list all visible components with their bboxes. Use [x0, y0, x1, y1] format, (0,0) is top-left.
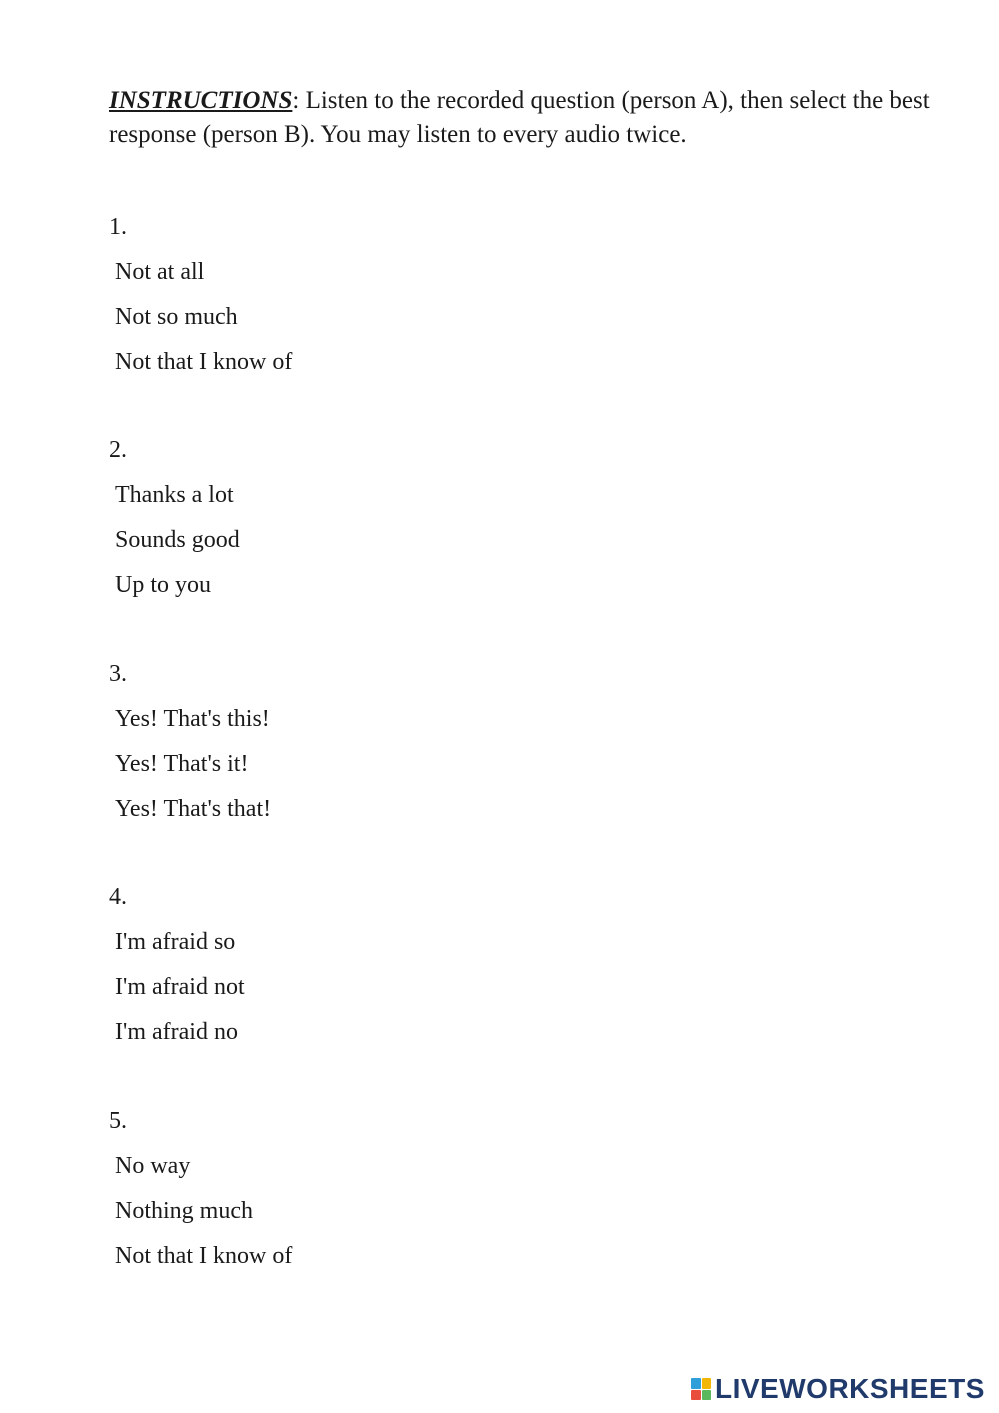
- question-number: 5.: [109, 1108, 127, 1134]
- answer-option[interactable]: I'm afraid so: [115, 929, 236, 955]
- answer-option[interactable]: Yes! That's this!: [115, 706, 270, 732]
- question-4: [109, 882, 709, 1062]
- logo-text: LIVEWORKSHEETS: [715, 1373, 985, 1404]
- question-1: [109, 212, 709, 392]
- answer-option[interactable]: Not at all: [115, 259, 205, 285]
- answer-option[interactable]: Not so much: [115, 304, 238, 330]
- answer-option[interactable]: Thanks a lot: [115, 482, 234, 508]
- question-3: [109, 659, 709, 839]
- answer-option[interactable]: Not that I know of: [115, 349, 293, 375]
- question-number: 2.: [109, 437, 127, 463]
- instructions-text: : Listen to the recorded question (person A), then select the best response (person B). You may listen to every audio twice.: [109, 87, 930, 148]
- instructions: [109, 84, 959, 152]
- answer-option[interactable]: Yes! That's that!: [115, 796, 272, 822]
- answer-option[interactable]: I'm afraid not: [115, 974, 245, 1000]
- question-5: [109, 1106, 709, 1286]
- answer-option[interactable]: Sounds good: [115, 527, 240, 553]
- question-number: 3.: [109, 661, 127, 687]
- answer-option[interactable]: I'm afraid no: [115, 1019, 238, 1045]
- logo-icon: [691, 1378, 711, 1400]
- question-2: [109, 435, 709, 615]
- liveworksheets-logo: [691, 1373, 985, 1405]
- answer-option[interactable]: Yes! That's it!: [115, 751, 249, 777]
- question-number: 4.: [109, 884, 127, 910]
- answer-option[interactable]: No way: [115, 1153, 191, 1179]
- answer-option[interactable]: Not that I know of: [115, 1243, 293, 1269]
- answer-option[interactable]: Up to you: [115, 572, 211, 598]
- answer-option[interactable]: Nothing much: [115, 1198, 253, 1224]
- instructions-label: INSTRUCTIONS: [109, 87, 293, 114]
- question-number: 1.: [109, 214, 127, 240]
